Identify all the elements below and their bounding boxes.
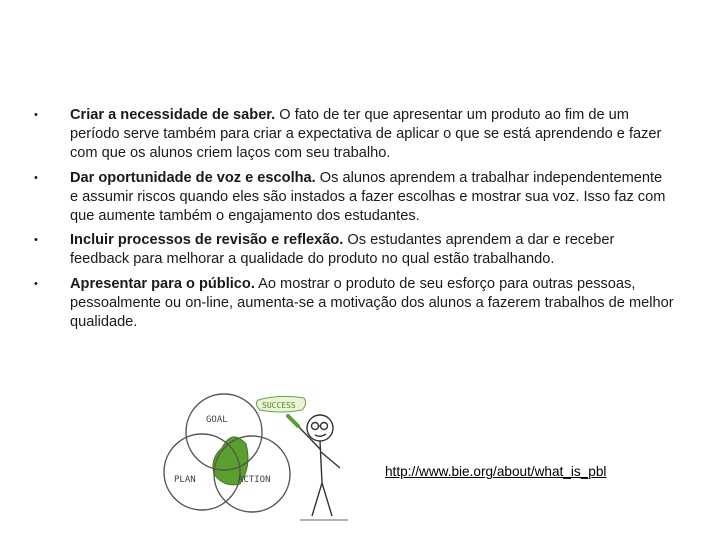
bullet-text: Ao mostrar o produto de seu esforço para outras pessoas, pessoalmente ou on-line, aumenta-se a motivação dos alunos a fazerem trabalhos de melhor qualidade. [70, 275, 674, 331]
bullet-dot: • [34, 109, 38, 121]
bullet-item-need-to-know [34, 106, 674, 164]
green-marker-icon [288, 416, 298, 426]
bullet-dot: • [34, 171, 38, 184]
bullet-text: Os alunos aprendem a trabalhar independentemente e assumir riscos quando eles são instados a fazer escolhas e mostrar sua voz. Isso faz com que aumente também o engajamento dos estudantes. [70, 169, 666, 225]
bullet-lead: Dar oportunidade de voz e escolha. [70, 169, 316, 186]
bullet-dot: • [34, 277, 38, 290]
venn-label-goal: GOAL [206, 415, 228, 425]
bullet-item-public-audience [34, 275, 674, 333]
venn-label-plan: PLAN [174, 475, 196, 485]
bullet-dot: • [34, 234, 38, 247]
bullet-text: Os estudantes aprendem a dar e receber feedback para melhorar a qualidade do produto no qual estão trabalhando. [70, 232, 615, 268]
goal-plan-action-illustration [160, 388, 370, 528]
bullet-lead: Apresentar para o público. [70, 275, 255, 292]
success-label: SUCCESS [262, 401, 296, 410]
source-link[interactable]: http://www.bie.org/about/what_is_pbl [385, 464, 607, 479]
bullet-text: O fato de ter que apresentar um produto ao fim de um período serve também para criar a expectativa de aplicar o que se está aprendendo e fazer com que os alunos criem laços com seu trabalho. [70, 107, 662, 162]
bullet-item-voice-choice [34, 169, 674, 227]
bullet-lead: Incluir processos de revisão e reflexão. [70, 232, 344, 249]
bullet-list [34, 106, 674, 337]
bullet-item-revision-reflection [34, 231, 674, 269]
venn-label-action: ACTION [238, 475, 271, 485]
stick-figure-icon [296, 415, 348, 520]
bullet-lead: Criar a necessidade de saber. [70, 107, 276, 123]
